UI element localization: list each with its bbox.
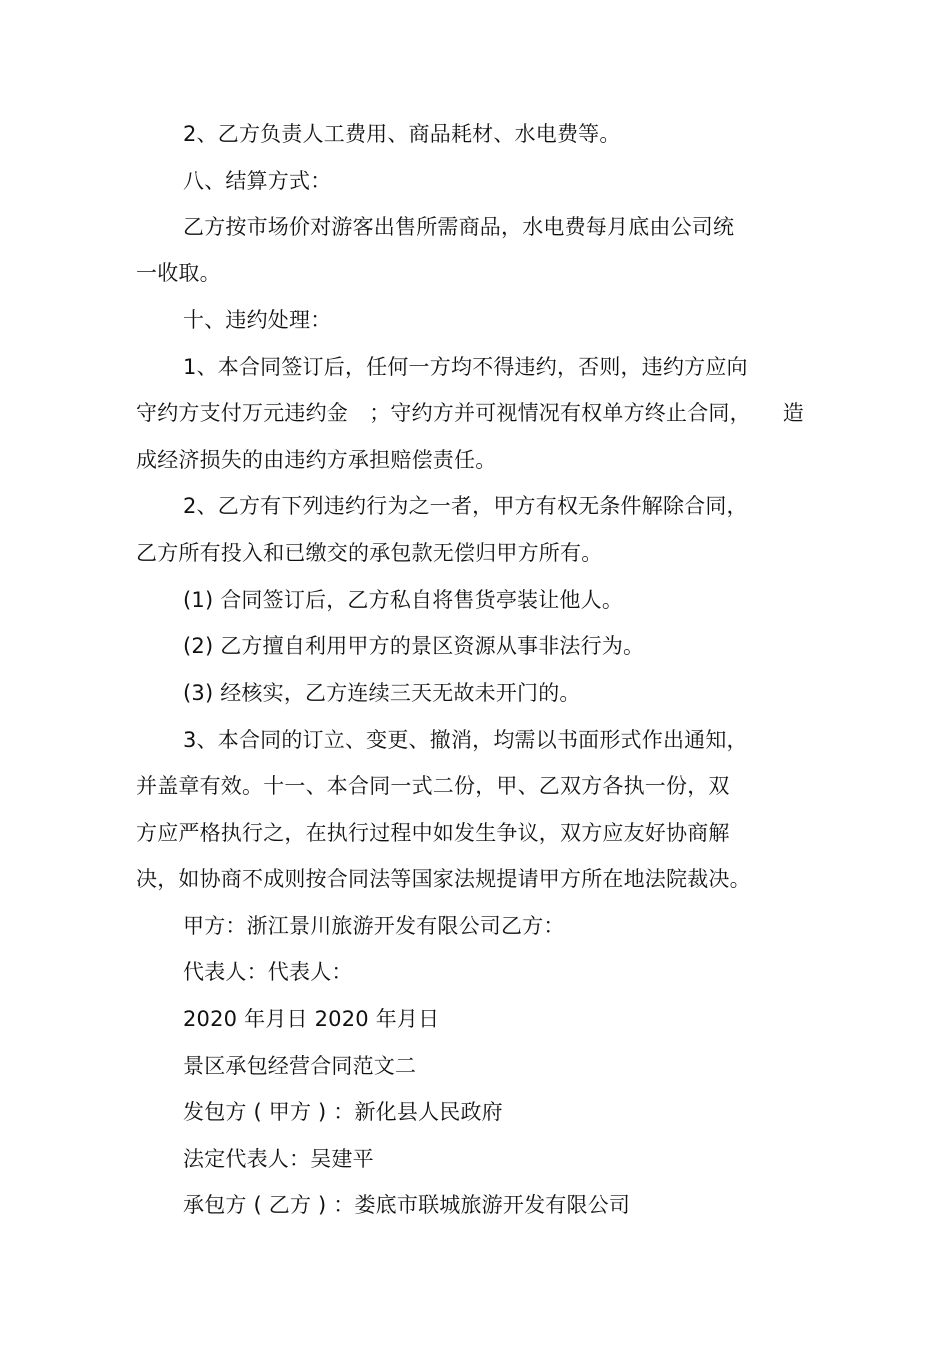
paragraph-line: 乙方所有投入和已缴交的承包款无偿归甲方所有。 bbox=[136, 541, 603, 565]
section-title: 景区承包经营合同范文二 bbox=[183, 1054, 417, 1078]
paragraph-line: 决，如协商不成则按合同法等国家法规提请甲方所在地法院裁决。 bbox=[136, 867, 751, 891]
party-line: 法定代表人：吴建平 bbox=[183, 1147, 374, 1171]
paragraph-line: 一收取。 bbox=[136, 261, 221, 285]
list-item: (2) 乙方擅自利用甲方的景区资源从事非法行为。 bbox=[183, 634, 645, 658]
paragraph-line: 守约方支付万元违约金 ；守约方并可视情况有权单方终止合同， 造 bbox=[136, 401, 804, 425]
signature-party-line: 甲方：浙江景川旅游开发有限公司乙方： bbox=[183, 914, 565, 938]
party-line: 承包方 ( 乙方 ) ：娄底市联城旅游开发有限公司 bbox=[183, 1193, 631, 1217]
party-line: 发包方 ( 甲方 ) ：新化县人民政府 bbox=[183, 1100, 503, 1124]
section-heading: 十、违约处理： bbox=[183, 308, 332, 332]
paragraph-line: 并盖章有效。十一、本合同一式二份，甲、乙双方各执一份，双 bbox=[136, 774, 730, 798]
clause-line: 1、本合同签订后，任何一方均不得违约，否则，违约方应向 bbox=[183, 355, 748, 379]
signature-representative-line: 代表人：代表人： bbox=[183, 960, 353, 984]
list-item: (3) 经核实，乙方连续三天无故未开门的。 bbox=[183, 681, 581, 705]
clause-line: 2、乙方有下列违约行为之一者，甲方有权无条件解除合同， bbox=[183, 494, 748, 518]
signature-date-line: 2020 年月日 2020 年月日 bbox=[183, 1007, 440, 1031]
clause-line: 3、本合同的订立、变更、撤消，均需以书面形式作出通知， bbox=[183, 728, 748, 752]
paragraph-line: 成经济损失的由违约方承担赔偿责任。 bbox=[136, 448, 497, 472]
paragraph-line: 乙方按市场价对游客出售所需商品，水电费每月底由公司统 bbox=[183, 215, 735, 239]
section-heading: 八、结算方式： bbox=[183, 169, 332, 193]
list-item: (1) 合同签订后，乙方私自将售货亭装让他人。 bbox=[183, 588, 624, 612]
paragraph-line: 方应严格执行之，在执行过程中如发生争议，双方应友好协商解 bbox=[136, 821, 730, 845]
clause-line: 2、乙方负责人工费用、商品耗材、水电费等。 bbox=[183, 122, 621, 146]
